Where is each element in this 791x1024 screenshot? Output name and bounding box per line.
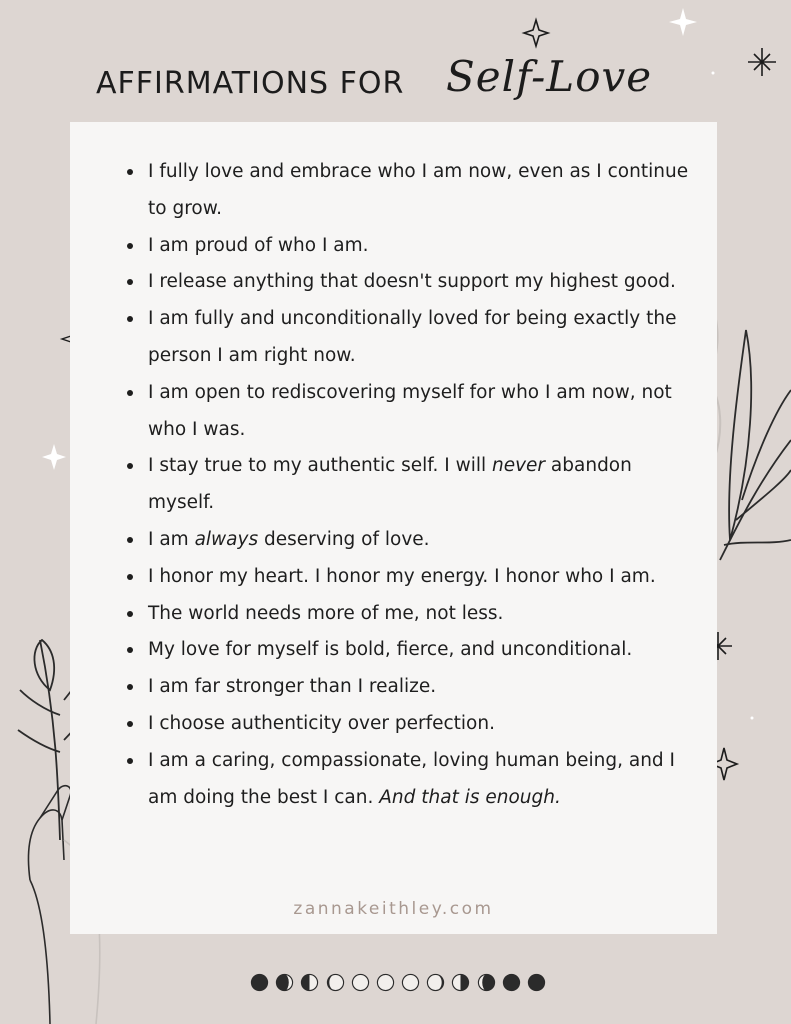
list-item	[148, 264, 693, 301]
list-item	[148, 596, 693, 633]
list-item	[148, 559, 693, 596]
page-title-script: Self-Love	[446, 52, 653, 101]
list-item-text: I am far stronger than I realize.	[148, 676, 437, 698]
full-moon-icon	[401, 973, 420, 992]
list-item	[148, 375, 693, 449]
sparkle-icon	[524, 20, 548, 46]
list-item	[148, 522, 693, 559]
list-item-text: I am proud of who I am.	[148, 234, 369, 256]
list-item-text: I am	[148, 528, 195, 550]
list-item-text: I fully love and embrace who I am now, even as I continue to grow.	[148, 161, 689, 219]
last-quarter-icon	[451, 973, 470, 992]
list-item-text: I stay true to my authentic self. I will	[148, 455, 492, 477]
leaf-branch-icon	[720, 330, 791, 560]
list-item	[148, 706, 693, 743]
list-item-text: I am fully and unconditionally loved for being exactly the person I am right now.	[148, 308, 677, 366]
affirmations-list	[148, 154, 693, 816]
list-item	[148, 743, 693, 817]
full-moon-icon	[351, 973, 370, 992]
waning-crescent-icon	[477, 973, 496, 992]
list-item	[148, 669, 693, 706]
waning-gibbous-icon	[426, 973, 445, 992]
sparkle-icon	[42, 444, 66, 470]
list-item-text: deserving of love.	[258, 528, 430, 550]
list-item-text: abandon myself.	[148, 455, 632, 514]
hand-outline-icon	[28, 786, 70, 1024]
list-item-text: I honor my heart. I honor my energy. I honor who I am.	[148, 565, 656, 587]
list-item	[148, 448, 693, 522]
list-item	[148, 632, 693, 669]
page-title: AFFIRMATIONS FOR	[96, 66, 405, 101]
header	[0, 48, 791, 118]
list-item	[148, 301, 693, 375]
list-item-text: I am a caring, compassionate, loving human being, and I am doing the best I can.	[148, 749, 676, 808]
waxing-crescent-icon	[275, 973, 294, 992]
new-moon-icon	[502, 973, 521, 992]
new-moon-icon	[250, 973, 269, 992]
new-moon-icon	[527, 973, 546, 992]
list-item-text: I choose authenticity over perfection.	[148, 712, 495, 734]
emphasis-text: And that is enough.	[379, 786, 561, 808]
list-item-text: My love for myself is bold, fierce, and unconditional.	[148, 639, 633, 661]
emphasis-text: always	[194, 528, 259, 550]
list-item	[148, 228, 693, 265]
first-quarter-icon	[300, 973, 319, 992]
website-url: zannakeithley.com	[293, 899, 494, 919]
sparkle-icon	[669, 8, 697, 36]
list-item-text: I am open to rediscovering myself for who I am now, not who I was.	[148, 381, 672, 440]
affirmations-card	[70, 122, 717, 934]
moon-phases	[250, 973, 546, 993]
list-item-text: I release anything that doesn't support my highest good.	[148, 271, 676, 293]
list-item	[148, 154, 693, 228]
emphasis-text: never	[492, 455, 546, 477]
list-item-text: The world needs more of me, not less.	[148, 602, 504, 624]
full-moon-icon	[376, 973, 395, 992]
waxing-gibbous-icon	[326, 973, 345, 992]
